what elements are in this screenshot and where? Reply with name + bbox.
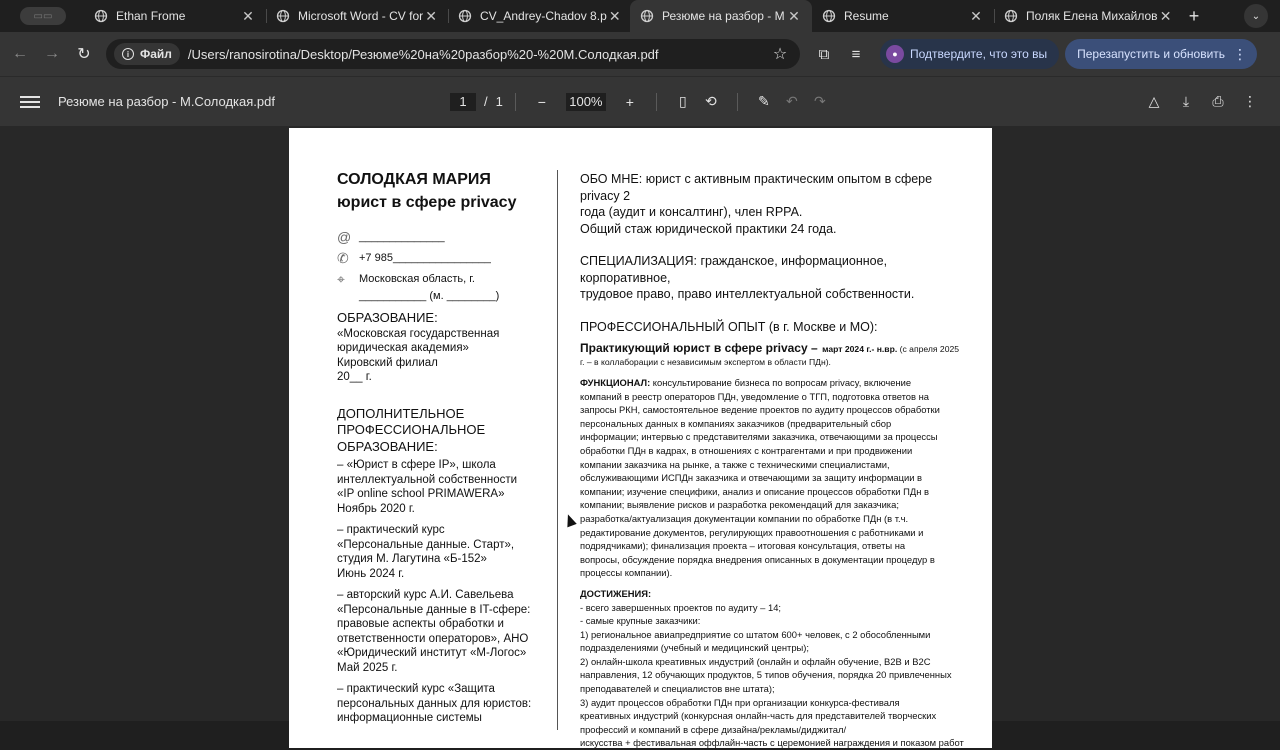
text-line: интеллектуальной собственности	[337, 473, 518, 486]
text-line: «Московская государственная	[337, 327, 500, 340]
text-line: креативных индустрий (конкурсная онлайн-часть для представителей творческих	[580, 710, 937, 722]
hamburger-menu-icon[interactable]	[20, 93, 40, 111]
job-note-line: г. – в коллаборации с независимым экспертом в области ПДн).	[580, 357, 831, 367]
restart-update-button[interactable]	[1065, 39, 1257, 69]
address-bar[interactable]	[106, 39, 800, 69]
contacts	[337, 230, 547, 303]
bookmark-star-icon[interactable]: ☆	[772, 46, 788, 63]
text-line: 3) аудит процессов обработки ПДн при организации конкурса-фестиваля	[580, 696, 900, 708]
text-line: персональных данных для юристов:	[337, 697, 532, 710]
extra-education-heading	[337, 406, 547, 456]
course-item	[337, 523, 547, 581]
pdf-page	[289, 128, 992, 748]
text-line: ДОПОЛНИТЕЛЬНОЕ	[337, 405, 465, 421]
location-line: Московская область, г.	[359, 273, 475, 285]
text-line: студия М. Лагутина «Б-152»	[337, 553, 487, 565]
course-item	[337, 458, 547, 516]
achievements-block	[580, 587, 964, 750]
email-row	[337, 230, 547, 244]
pdf-viewer[interactable]	[0, 126, 1280, 749]
text-line: 20__ г.	[337, 371, 372, 383]
close-icon[interactable]: ✕	[242, 7, 254, 24]
text-line: года (аудит и консалтинг), член RPPA.	[580, 205, 803, 219]
page-total: 1	[495, 94, 503, 109]
specialization-section	[580, 253, 964, 303]
browser-toolbar	[0, 32, 1280, 76]
text-line: обслуживающими ИСПДн заказчика и отвечающими за защиту информации в	[580, 472, 923, 484]
close-icon[interactable]: ✕	[970, 7, 982, 24]
tab-title: Resume	[844, 9, 889, 23]
phone-value: +7 985________________	[359, 252, 491, 264]
text-line: запросы РКН, самостоятельное ведение проектов по аудиту процессов обработки	[580, 404, 940, 416]
location-row	[337, 272, 547, 303]
candidate-name: СОЛОДКАЯ МАРИЯ	[337, 171, 491, 188]
close-icon[interactable]: ✕	[608, 7, 621, 24]
left-column	[337, 168, 547, 726]
tab-group-chip[interactable]: ▭▭	[20, 7, 66, 25]
text-line: искусства + фестивальная оффлайн-часть с церемонией награждения и показом работ	[580, 737, 964, 749]
education-heading: ОБРАЗОВАНИЕ:	[337, 310, 438, 325]
globe-icon	[276, 9, 290, 23]
close-icon[interactable]: ✕	[1159, 7, 1172, 24]
globe-icon	[640, 9, 654, 23]
text-line: персональных данных в компаниях заказчиков (предварительный сбор	[580, 417, 892, 429]
pdf-title: Резюме на разбор - М.Солодкая.pdf	[58, 94, 275, 109]
redo-icon[interactable]: ↷	[813, 93, 826, 109]
undo-icon[interactable]: ↶	[785, 93, 798, 109]
site-info-chip[interactable]	[114, 43, 180, 65]
text-line: правовые аспекты обработки и	[337, 618, 504, 630]
text-line: компании заказчика на рынке, а также с техническими специалистами,	[580, 458, 890, 470]
text-line: «Персональные данные в IT-сфере:	[337, 603, 531, 616]
info-icon: i	[122, 48, 134, 60]
text-line: - самые крупные заказчики:	[580, 615, 701, 627]
annotate-icon[interactable]: ✎	[757, 93, 770, 109]
close-icon[interactable]: ✕	[425, 7, 437, 24]
text-line: компаний в реестр операторов ПДн, уведомление о ТГП, подготовка ответов на	[580, 390, 929, 402]
course-item	[337, 682, 547, 726]
tab-microsoft-word[interactable]	[266, 0, 448, 32]
divider	[737, 93, 738, 111]
close-icon[interactable]: ✕	[788, 7, 800, 24]
text-line: Май 2025 г.	[337, 661, 398, 674]
forward-icon[interactable]: →	[44, 45, 60, 62]
avatar: ●	[886, 45, 904, 63]
confirm-identity-button[interactable]	[880, 39, 1059, 69]
zoom-in-icon[interactable]: +	[625, 93, 634, 110]
phone-row	[337, 251, 547, 265]
text-line: – «Юрист в сфере IP», школа	[337, 459, 496, 471]
tab-polyak[interactable]	[994, 0, 1176, 32]
location-pin-icon: ⌖	[337, 271, 345, 287]
job-dates: март 2024 г.- н.вр.	[822, 344, 898, 354]
email-value: ______________	[359, 231, 445, 243]
tab-resume-active[interactable]	[630, 0, 812, 32]
back-icon[interactable]: ←	[12, 45, 28, 62]
functions-label: ФУНКЦИОНАЛ:	[580, 377, 651, 388]
rotate-icon[interactable]: ⟲	[704, 93, 717, 109]
divider	[515, 93, 516, 111]
location-line: ___________ (м. ________)	[359, 290, 500, 302]
education-text	[337, 327, 547, 385]
about-section	[580, 171, 964, 237]
text-line: редактирование документов, регулирующих правоотношения с работниками и	[580, 526, 924, 538]
text-line: вопросы, обсуждение порядка внедрения описанных в документации процедур в	[580, 553, 935, 565]
pdf-toolbar	[0, 76, 1280, 126]
at-icon: @	[337, 229, 352, 245]
tab-title: CV_Andrey-Chadov 8.p	[480, 9, 607, 23]
text-line: ПРОФЕССИОНАЛЬНОЕ	[337, 422, 486, 437]
tab-title: Поляк Елена Михайлов	[1026, 9, 1158, 23]
text-line: профессий и компаний в сфере дизайна/рекламы/диджитал/	[580, 723, 847, 735]
text-line: СПЕЦИАЛИЗАЦИЯ: гражданское, информационное, корпоративное,	[580, 254, 888, 285]
text-line: ОБО МНЕ: юрист с активным практическим опытом в сфере privacy 2	[580, 172, 933, 203]
media-controls-icon[interactable]: ≡	[851, 45, 861, 63]
drive-save-icon[interactable]: △	[1148, 93, 1160, 109]
text-line: компании; изучение специфики, анализ и описание процессов обработки ПДн в	[580, 485, 930, 497]
text-line: ответственности операторов», АНО	[337, 632, 529, 645]
tab-resume[interactable]	[812, 0, 994, 32]
column-divider	[557, 170, 558, 730]
text-line: ОБРАЗОВАНИЕ:	[337, 438, 438, 454]
right-column	[580, 171, 964, 750]
text-line: направления, 12 обучающих продуктов, 5 типов обучения, порядка 20 привлеченных	[580, 669, 952, 681]
kebab-menu-icon[interactable]: ⋮	[1233, 45, 1248, 62]
fit-page-icon[interactable]: ▯	[679, 93, 687, 109]
text-line: консультирование бизнеса по вопросам privacy, включение	[650, 377, 912, 388]
text-line: Июнь 2024 г.	[337, 567, 405, 580]
globe-icon	[94, 9, 108, 23]
course-item	[337, 588, 547, 675]
tab-cv-andrey[interactable]	[448, 0, 630, 32]
globe-icon	[458, 9, 472, 23]
text-line: 1) региональное авиапредприятие со штатом 600+ человек, с 2 обособленными	[580, 628, 931, 640]
print-icon[interactable]: ⎙	[1212, 93, 1224, 109]
text-line: «IP online school PRIMAWERA»	[337, 488, 505, 500]
confirm-label: Подтвердите, что это вы	[910, 47, 1048, 61]
text-line: подрядчиками); финализация проекта – итоговая консультация, ответы на	[580, 540, 906, 552]
text-line: трудовое право, право интеллектуальной собственности.	[580, 287, 915, 301]
tab-title: Резюме на разбор - М	[662, 9, 785, 23]
zoom-out-icon[interactable]: −	[537, 93, 546, 110]
tab-search-button[interactable]: ⌄	[1244, 4, 1268, 28]
text-line: 2) онлайн-школа креативных индустрий (онлайн и офлайн обучение, B2B и B2C	[580, 655, 931, 667]
text-line: – практический курс «Защита	[337, 683, 495, 695]
text-line: разработка/актуализация документации компании по обработке ПДн (в т.ч.	[580, 512, 909, 524]
text-line: юридическая академия»	[337, 342, 469, 354]
text-line: «Персональные данные. Старт»,	[337, 538, 515, 551]
phone-icon: ✆	[337, 250, 349, 266]
job-note: (с апреля 2025	[897, 344, 960, 354]
text-line: процессы компании).	[580, 567, 673, 579]
page-number-input[interactable]: 1	[450, 93, 476, 111]
text-line: Ноябрь 2020 г.	[337, 502, 415, 515]
zoom-input[interactable]: 100%	[566, 93, 606, 111]
job-title: Практикующий юрист в сфере privacy –	[580, 341, 818, 355]
text-line: - всего завершенных проектов по аудиту – 14;	[580, 601, 782, 613]
download-icon[interactable]: ⤓	[1182, 93, 1190, 109]
text-line: «Юридический институт «М-Логос»	[337, 647, 527, 659]
divider	[656, 93, 657, 111]
achievements-label: ДОСТИЖЕНИЯ:	[580, 587, 652, 599]
page-separator: /	[484, 94, 488, 109]
candidate-role: юрист в сфере privacy	[337, 194, 517, 211]
tab-title: Ethan Frome	[116, 9, 186, 23]
more-options-icon[interactable]: ⋮	[1243, 93, 1257, 109]
restart-label: Перезапустить и обновить	[1077, 47, 1226, 61]
tab-strip	[0, 0, 1280, 32]
job-title-block	[580, 341, 964, 356]
text-line: компании; выявление рисков и разработка рекомендаций для заказчика;	[580, 499, 899, 511]
functions-block	[580, 376, 964, 580]
tab-ethan-frome[interactable]	[84, 0, 266, 32]
reload-icon[interactable]: ↻	[77, 46, 91, 63]
text-line: Кировский филиал	[337, 356, 438, 369]
text-line: обработки ПДн в кадрах, в отношениях с контрагентами и при продвижении	[580, 444, 913, 456]
globe-icon	[822, 9, 836, 23]
extensions-icon[interactable]: ⧉	[818, 45, 830, 63]
text-line: подразделениями (учебный и медицинский центры);	[580, 642, 810, 654]
experience-heading: ПРОФЕССИОНАЛЬНЫЙ ОПЫТ (в г. Москве и МО):	[580, 319, 878, 334]
text-line: преподавателей и специалистов вне штата);	[580, 683, 775, 695]
text-line: – авторский курс А.И. Савельева	[337, 589, 514, 601]
text-line: информации; интервью с представителями заказчика, отвечающими за процессы	[580, 431, 938, 443]
text-line: – практический курс	[337, 524, 445, 536]
new-tab-button[interactable]: +	[1188, 5, 1200, 26]
site-chip-label: Файл	[140, 47, 172, 61]
tab-title: Microsoft Word - CV for	[298, 9, 424, 23]
globe-icon	[1004, 9, 1018, 23]
text-line: информационные системы	[337, 712, 482, 724]
text-line: Общий стаж юридической практики 24 года.	[580, 221, 837, 236]
url-text[interactable]: /Users/ranosirotina/Desktop/Резюме%20на%20разбор%20-%20М.Солодкая.pdf	[187, 46, 659, 62]
